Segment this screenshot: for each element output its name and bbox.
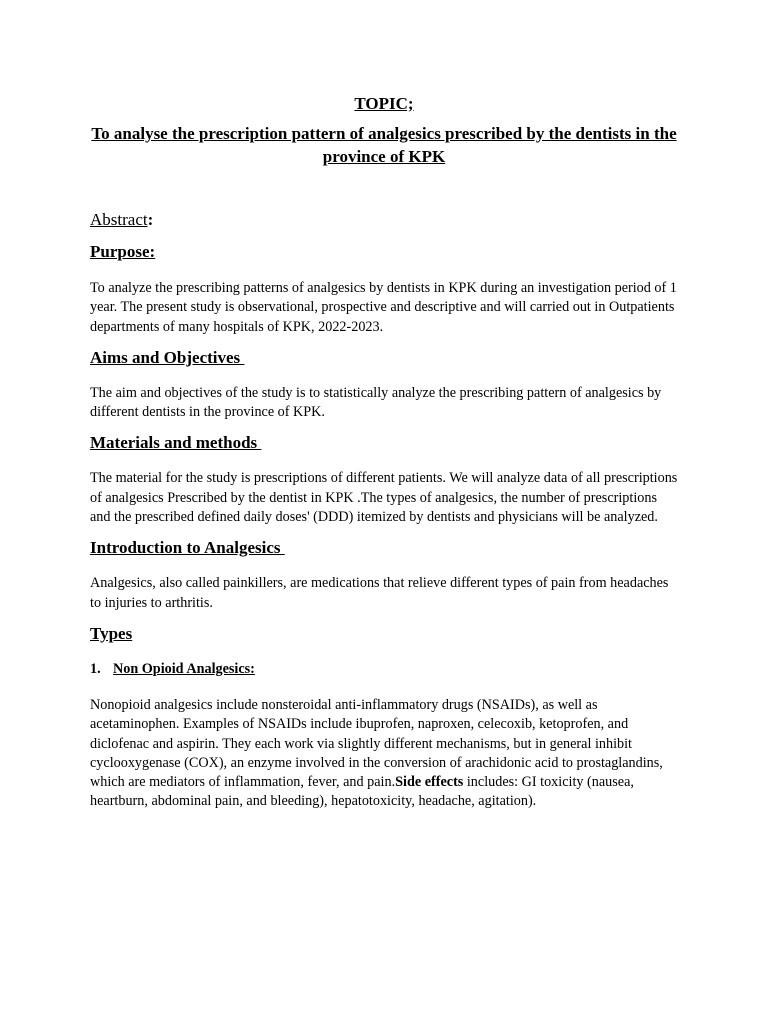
list-item: [90, 660, 678, 679]
introduction-heading: Introduction to Analgesics: [90, 538, 285, 558]
non-opioid-paragraph: [90, 696, 678, 812]
document-title: To analyse the prescription pattern of analgesics prescribed by the dentists in the province of KPK: [91, 124, 677, 166]
introduction-paragraph: Analgesics, also called painkillers, are medications that relieve different types of pain from headaches to injuries to arthritis.: [90, 575, 669, 611]
purpose-paragraph: To analyze the prescribing patterns of analgesics by dentists in KPK during an investigation period of 1 year. The present study is observational, prospective and descriptive and will carried out in Outpatients departments of many hospitals of KPK, 2022-2023.: [90, 280, 677, 335]
aims-heading: Aims and Objectives: [90, 347, 245, 367]
abstract-heading-text: Abstract: [90, 210, 148, 229]
list-item-number: 1.: [90, 660, 101, 677]
abstract-heading: [90, 210, 678, 230]
side-effects-text: includes: GI toxicity (nausea, heartburn, abdominal pain, and bleeding), hepatotoxicity, headache, agitation).: [90, 774, 634, 810]
document-body: [90, 94, 678, 823]
types-heading: Types: [90, 623, 133, 643]
materials-heading: Materials and methods: [90, 433, 262, 453]
list-item-label: Non Opioid Analgesics:: [113, 660, 255, 677]
non-opioid-text: Nonopioid analgesics include nonsteroidal anti-inflammatory drugs (NSAIDs), as well as acetaminophen. Examples of NSAIDs include ibuprofen, naproxen, celecoxib, ketoprofen, and diclofenac and aspirin. They each work via slightly different mechanisms, but in general inhibit cyclooxygenase (COX), an enzyme involved in the conversion of arachidonic acid to prostaglandins, which are mediators of inflammation, fever, and pain.: [90, 696, 663, 791]
topic-label: TOPIC;: [354, 94, 414, 113]
materials-paragraph: The material for the study is prescriptions of different patients. We will analyze data of all prescriptions of analgesics Prescribed by the dentist in KPK .The types of analgesics, the number of prescriptions and the prescribed defined daily doses' (DDD) itemized by dentists and physicians will be analyzed.: [90, 470, 678, 526]
purpose-heading: Purpose:: [90, 242, 156, 261]
side-effects-label: Side effects: [395, 774, 464, 791]
abstract-heading-colon: :: [147, 210, 154, 229]
aims-paragraph: The aim and objectives of the study is to statistically analyze the prescribing pattern of analgesics by different dentists in the province of KPK.: [90, 384, 662, 421]
